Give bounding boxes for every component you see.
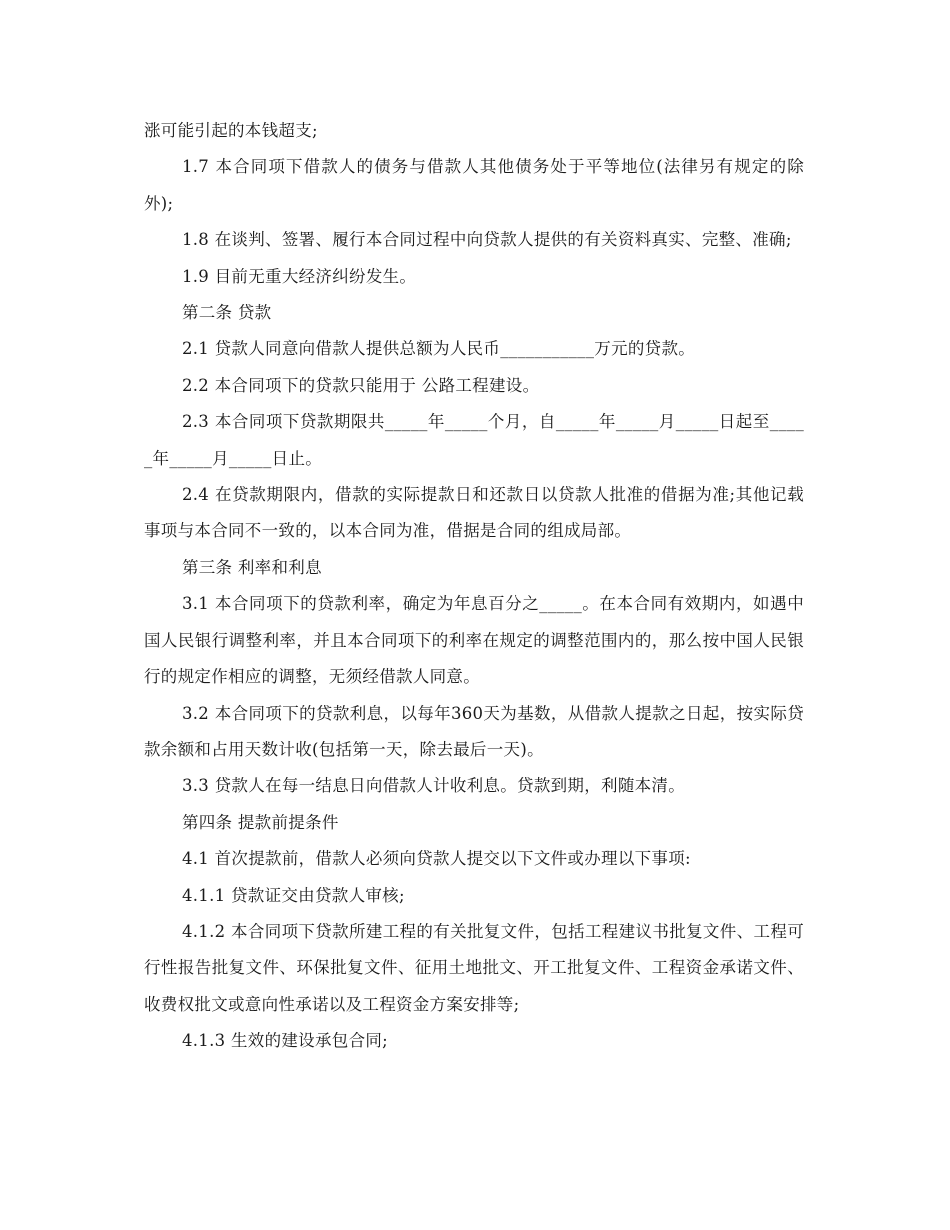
document-body bbox=[144, 113, 804, 1060]
article-3-heading: 第三条 利率和利息 bbox=[181, 557, 322, 577]
clause-4-1: 4.1 首次提款前，借款人必须向贷款人提交以下文件或办理以下事项: bbox=[181, 849, 691, 869]
article-2-heading: 第二条 贷款 bbox=[181, 303, 272, 323]
clause-3-3: 3.3 贷款人在每一结息日向借款人计收利息。贷款到期，利随本清。 bbox=[181, 776, 686, 796]
clause-1-7: 1.7 本合同项下借款人的债务与借款人其他债务处于平等地位(法律另有规定的除外); bbox=[144, 157, 804, 213]
clause-2-2: 2.2 本合同项下的贷款只能用于 公路工程建设。 bbox=[181, 375, 540, 395]
clause-2-1: 2.1 贷款人同意向借款人提供总额为人民币___________万元的贷款。 bbox=[181, 339, 696, 359]
article-4-heading: 第四条 提款前提条件 bbox=[181, 812, 339, 832]
clause-2-3: 2.3 本合同项下贷款期限共_____年_____个月，自_____年_____月_____日起至_____年_____月_____日止。 bbox=[144, 412, 804, 468]
clause-3-2: 3.2 本合同项下的贷款利息，以每年360天为基数，从借款人提款之日起，按实际贷款余额和占用天数计收(包括第一天，除去最后一天)。 bbox=[144, 703, 804, 759]
clause-2-4: 2.4 在贷款期限内，借款的实际提款日和还款日以贷款人批准的借据为准;其他记载事项与本合同不一致的，以本合同为准，借据是合同的组成局部。 bbox=[144, 485, 804, 541]
paragraph-continuation: 涨可能引起的本钱超支; bbox=[144, 121, 318, 140]
clause-1-9: 1.9 目前无重大经济纠纷发生。 bbox=[181, 266, 417, 286]
clause-4-1-2: 4.1.2 本合同项下贷款所建工程的有关批复文件，包括工程建议书批复文件、工程可行性报告批复文件、环保批复文件、征用土地批文、开工批复文件、工程资金承诺文件、收费权批文或意向性承诺以及工程资金方案安排等; bbox=[144, 921, 804, 1014]
clause-3-1: 3.1 本合同项下的贷款利率，确定为年息百分之_____。在本合同有效期内，如遇中国人民银行调整利率，并且本合同项下的利率在规定的调整范围内的，那么按中国人民银行的规定作相应的调整，无须经借款人同意。 bbox=[144, 594, 804, 687]
clause-4-1-3: 4.1.3 生效的建设承包合同; bbox=[181, 1031, 389, 1051]
clause-4-1-1: 4.1.1 贷款证交由贷款人审核; bbox=[181, 885, 405, 905]
clause-1-8: 1.8 在谈判、签署、履行本合同过程中向贷款人提供的有关资料真实、完整、准确; bbox=[181, 230, 792, 250]
